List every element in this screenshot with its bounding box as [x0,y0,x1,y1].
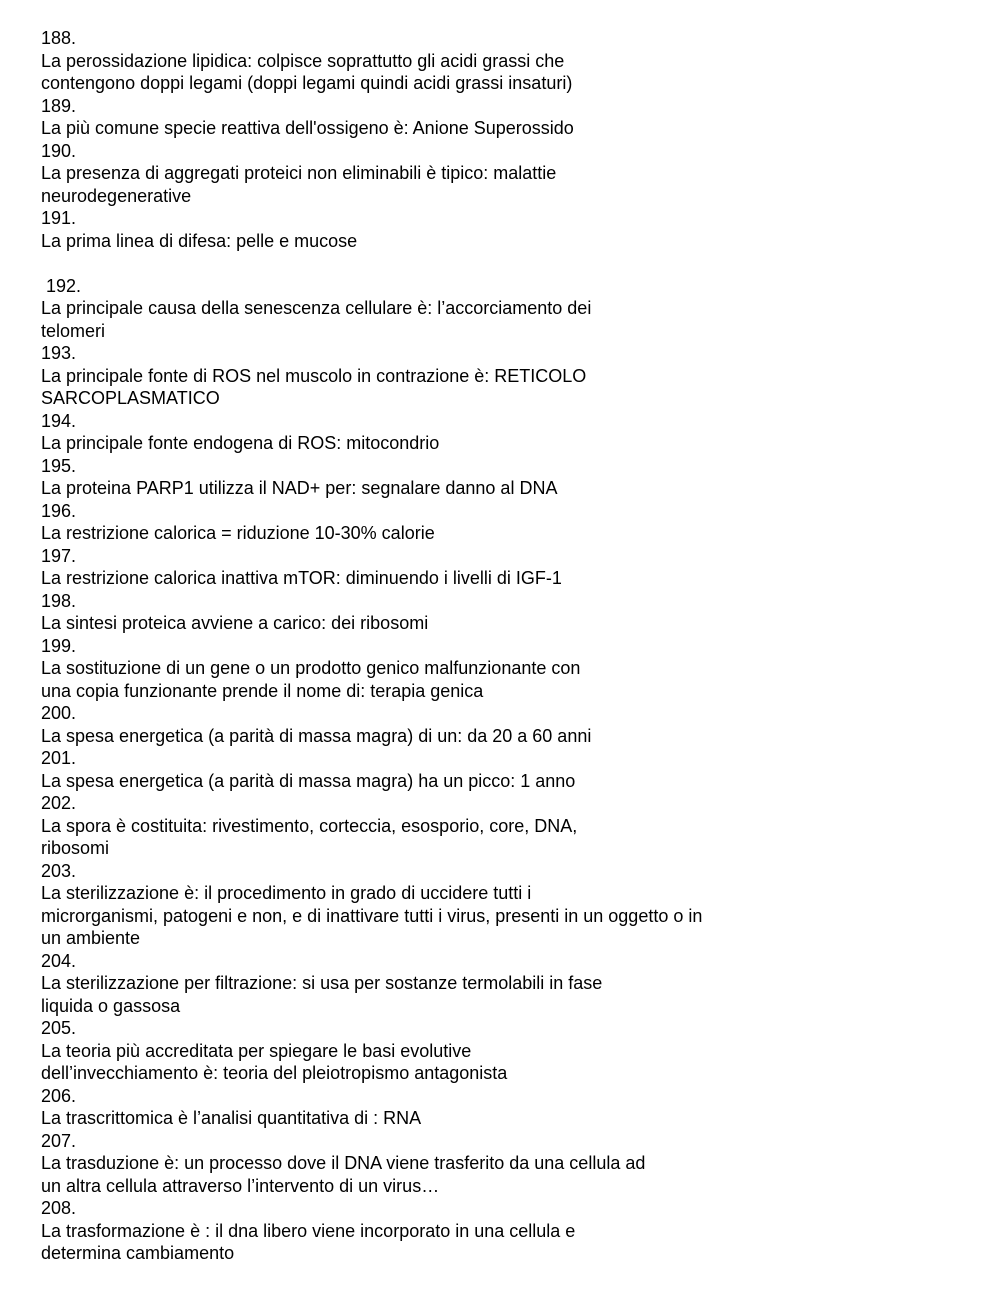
item-text: La spesa energetica (a parità di massa magra) di un: da 20 a 60 anni [41,725,592,746]
item-number: 202. [41,793,77,813]
item-text: La più comune specie reattiva dell'ossigeno è: Anione Superossido [41,118,574,138]
item-text: La spesa energetica (a parità di massa magra) ha un picco: 1 anno [41,770,576,791]
list-item [41,747,981,792]
item-number: 189. [41,95,77,116]
item-number: 197. [41,545,77,566]
item-text: La perossidazione lipidica: colpisce soprattutto gli acidi grassi che contengono doppi legami (doppi legami quindi acidi grassi insaturi) [41,50,573,93]
item-number: 206. [41,1085,77,1106]
item-number: 193. [41,343,77,363]
item-text: La principale fonte di ROS nel muscolo in contrazione è: RETICOLO SARCOPLASMATICO [41,365,587,408]
item-number: 190. [41,140,77,161]
item-text: La sterilizzazione è: il procedimento in grado di uccidere tutti i microrganismi, patogeni e non, e di inattivare tutti i virus, presenti in un oggetto o in un ambiente [41,883,703,948]
item-text: La trascrittomica è l’analisi quantitativa di : RNA [41,1108,422,1128]
item-text: La restrizione calorica = riduzione 10-30% calorie [41,523,435,543]
item-number: 194. [41,410,77,431]
list-item [41,1017,981,1085]
list-item [41,1130,981,1198]
item-text: La spora è costituita: rivestimento, corteccia, esosporio, core, DNA, ribosomi [41,815,578,858]
item-number: 203. [41,860,77,881]
item-text: La sostituzione di un gene o un prodotto genico malfunzionante con una copia funzionante prende il nome di: terapia genica [41,658,581,701]
list-item [41,1085,981,1130]
item-number: 200. [41,703,77,723]
item-number: 204. [41,950,77,971]
item-text: La trasduzione è: un processo dove il DNA viene trasferito da una cellula ad un altra cellula attraverso l’intervento di un virus… [41,1153,646,1196]
list-item [41,860,981,950]
item-number: 198. [41,590,77,611]
item-text: La principale fonte endogena di ROS: mitocondrio [41,433,440,453]
list-item [41,950,981,1018]
list-item [41,455,981,500]
list-item [41,1197,981,1265]
list-item [41,545,981,590]
document-page [41,27,981,1265]
list-item [41,792,981,860]
item-text: La presenza di aggregati proteici non eliminabili è tipico: malattie neurodegenerative [41,163,557,206]
item-number: 191. [41,208,77,228]
list-item [41,342,981,410]
item-text: La restrizione calorica inattiva mTOR: diminuendo i livelli di IGF-1 [41,568,562,588]
list-item [41,27,981,95]
item-text: La prima linea di difesa: pelle e mucose [41,230,358,251]
list-item [41,140,981,208]
list-item [41,410,981,455]
item-number: 196. [41,500,77,521]
item-text: La sterilizzazione per filtrazione: si usa per sostanze termolabili in fase liquida o gassosa [41,973,603,1016]
item-number: 207. [41,1130,77,1151]
item-number: 199. [41,635,77,656]
item-text: La trasformazione è : il dna libero viene incorporato in una cellula e determina cambiamento [41,1220,576,1263]
list-item [41,207,981,252]
item-text: La sintesi proteica avviene a carico: dei ribosomi [41,613,429,633]
list-item [41,275,981,343]
item-number: 201. [41,748,77,768]
list-item [41,500,981,545]
item-number: 188. [41,28,77,48]
list-item [41,590,981,635]
item-text: La principale causa della senescenza cellulare è: l’accorciamento dei telomeri [41,298,592,341]
item-number: 208. [41,1198,77,1218]
item-text: La proteina PARP1 utilizza il NAD+ per: segnalare danno al DNA [41,478,558,498]
item-number: 192. [41,275,82,296]
item-number: 205. [41,1018,77,1038]
list-item [41,95,981,140]
list-item [41,635,981,703]
list-item [41,702,981,747]
item-number: 195. [41,455,77,476]
item-text: La teoria più accreditata per spiegare le basi evolutive dell’invecchiamento è: teoria del pleiotropismo antagonista [41,1040,508,1083]
